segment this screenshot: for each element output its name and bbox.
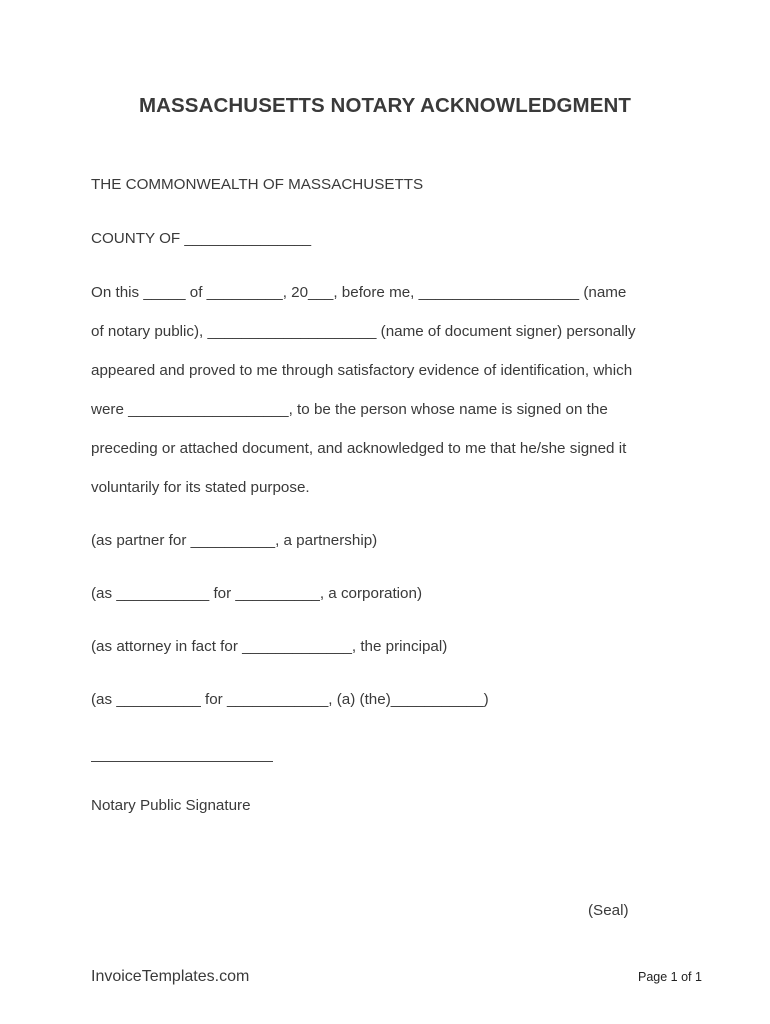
body-line-3: appeared and proved to me through satisfactory evidence of identification, which — [91, 362, 633, 379]
document-title: MASSACHUSETTS NOTARY ACKNOWLEDGMENT — [138, 94, 632, 117]
body-line-5: preceding or attached document, and acknowledged to me that he/she signed it — [91, 440, 627, 457]
body-line-2: of notary public), ____________________ (name of document signer) personally — [91, 323, 636, 340]
footer-source: InvoiceTemplates.com — [91, 968, 250, 985]
option-partnership: (as partner for __________, a partnership) — [91, 532, 378, 549]
body-line-6: voluntarily for its stated purpose. — [91, 479, 310, 496]
seal-label: (Seal) — [588, 902, 629, 919]
signature-label: Notary Public Signature — [91, 797, 251, 814]
county-line: COUNTY OF _______________ — [91, 230, 312, 247]
body-line-1: On this _____ of _________, 20___, before me, ___________________ (name — [91, 284, 627, 301]
body-line-4: were ___________________, to be the person whose name is signed on the — [91, 401, 608, 418]
commonwealth-heading: THE COMMONWEALTH OF MASSACHUSETTS — [91, 176, 424, 193]
option-other: (as __________ for ____________, (a) (the)___________) — [91, 691, 489, 708]
footer-page-number: Page 1 of 1 — [638, 970, 702, 984]
option-corporation: (as ___________ for __________, a corporation) — [91, 585, 423, 602]
option-attorney: (as attorney in fact for _____________, the principal) — [91, 638, 448, 655]
signature-line — [91, 761, 273, 762]
